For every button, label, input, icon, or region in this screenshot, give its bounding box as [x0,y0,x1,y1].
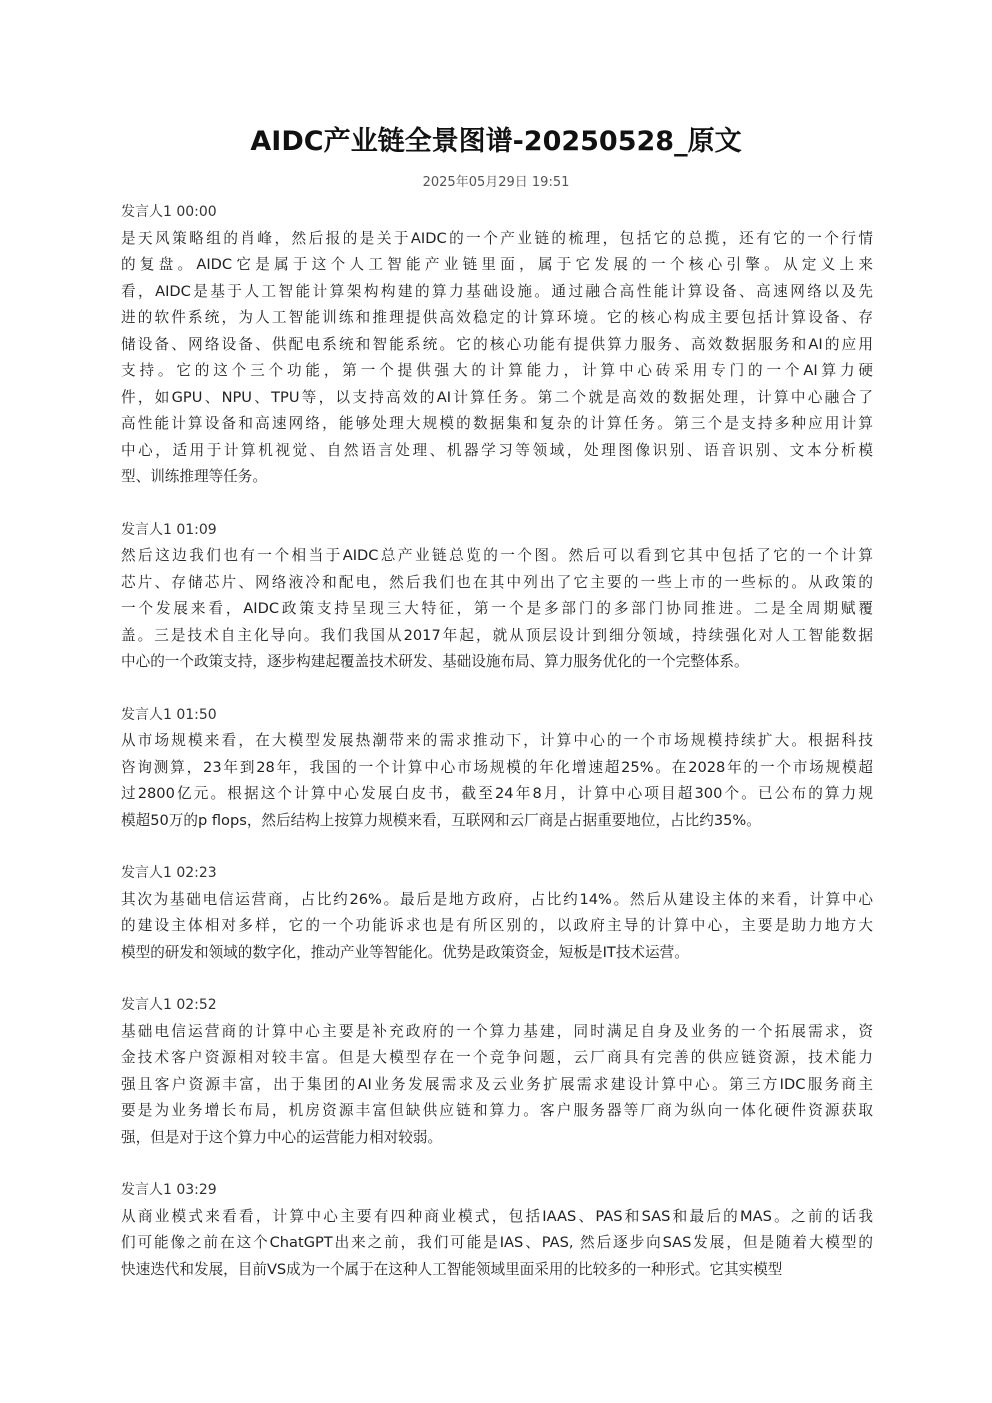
transcript-line: 储设备、网络设备、供配电系统和智能系统。它的核心功能有提供算力服务、高效数据服务和AI的应用 [121,335,873,353]
speaker-timestamp: 发言人1 03:29 [121,1182,217,1198]
speaker-timestamp: 发言人1 02:23 [121,865,217,881]
transcript-line: 强且客户资源丰富，出于集团的AI业务发展需求及云业务扩展需求建设计算中心。第三方IDC服务商主 [121,1075,873,1093]
transcript-line: 是天风策略组的肖峰，然后报的是关于AIDC的一个产业链的梳理，包括它的总揽，还有它的一个行情 [121,229,873,247]
transcript-line: 从市场规模来看，在大模型发展热潮带来的需求推动下，计算中心的一个市场规模持续扩大。根据科技 [121,732,873,749]
transcript-line: 的复盘。AIDC它是属于这个人工智能产业链里面，属于它发展的一个核心引擎。从定义上来 [121,256,873,273]
document-datetime: 2025年05月29日 19:51 [422,175,570,190]
transcript-line: 咨询测算，23年到28年，我国的一个计算中心市场规模的年化增速超25%。在2028年的一个市场规模超 [121,758,873,776]
transcript-line: 支持。它的这个三个功能，第一个提供强大的计算能力，计算中心砖采用专门的一个AI算力硬 [121,362,873,379]
transcript-line: 模超50万的p flops，然后结构上按算力规模来看，互联网和云厂商是占据重要地位，占比约35%。 [121,811,761,829]
transcript-section [121,860,873,966]
transcript-line: 然后这边我们也有一个相当于AIDC总产业链总览的一个图。然后可以看到它其中包括了它的一个计算 [121,547,873,564]
transcript-line: 中心的一个政策支持，逐步构建起覆盖技术研发、基础设施布局、算力服务优化的一个完整体系。 [121,653,749,670]
transcript-line: 其次为基础电信运营商，占比约26%。最后是地方政府，占比约14%。然后从建设主体的来看，计算中心 [121,890,873,908]
transcript-line: 件，如GPU、NPU、TPU等，以支持高效的AI计算任务。第二个就是高效的数据处理，计算中心融合了 [121,388,873,406]
transcript-body [121,199,873,1309]
transcript-line: 从商业模式来看看，计算中心主要有四种商业模式，包括IAAS、PAS和SAS和最后的MAS。之前的话我 [121,1207,873,1225]
transcript-line: 看，AIDC是基于人工智能计算架构构建的算力基础设施。通过融合高性能计算设备、高速网络以及先 [121,282,873,300]
speaker-timestamp: 发言人1 00:00 [121,204,217,220]
transcript-line: 金技术客户资源相对较丰富。但是大模型存在一个竞争问题，云厂商具有完善的供应链资源，技术能力 [121,1049,873,1066]
transcript-line: 型、训练推理等任务。 [121,468,267,485]
page-title: AIDC产业链全景图谱-20250528_原文 [250,126,742,157]
transcript-line: 芯片、存储芯片、网络液冷和配电，然后我们也在其中列出了它主要的一些上市的一些标的。从政策的 [121,573,873,591]
transcript-section [121,1177,873,1283]
transcript-line: 的建设主体相对多样，它的一个功能诉求也是有所区别的，以政府主导的计算中心，主要是助力地方大 [121,917,873,934]
transcript-line: 盖。三是技术自主化导向。我们我国从2017年起，就从顶层设计到细分领域，持续强化对人工智能数据 [121,626,873,644]
speaker-timestamp: 发言人1 01:09 [121,521,217,538]
transcript-line: 进的软件系统，为人工智能训练和推理提供高效稳定的计算环境。它的核心构成主要包括计算设备、存 [121,309,873,326]
transcript-line: 中心，适用于计算机视觉、自然语言处理、机器学习等领域，处理图像识别、语音识别、文本分析模 [121,441,873,459]
transcript-line: 过2800亿元。根据这个计算中心发展白皮书，截至24年8月，计算中心项目超300个。已公布的算力规 [121,785,873,802]
transcript-line: 模型的研发和领域的数字化，推动产业等智能化。优势是政策资金，短板是IT技术运营。 [121,943,689,961]
transcript-section [121,517,873,676]
transcript-line: 快速迭代和发展，目前VS成为一个属于在这种人工智能领域里面采用的比较多的一种形式。它其实模型 [121,1260,783,1278]
transcript-section [121,702,873,835]
transcript-line: 基础电信运营商的计算中心主要是补充政府的一个算力基建，同时满足自身及业务的一个拓展需求，资 [121,1022,873,1040]
transcript-line: 强，但是对于这个算力中心的运营能力相对较弱。 [121,1128,443,1146]
transcript-line: 高性能计算设备和高速网络，能够处理大规模的数据集和复杂的计算任务。第三个是支持多种应用计算 [121,415,873,432]
transcript-line: 们可能像之前在这个ChatGPT出来之前，我们可能是IAS、PAS, 然后逐步向SAS发展，但是随着大模型的 [121,1234,873,1251]
transcript-section [121,199,873,491]
transcript-section [121,992,873,1151]
transcript-line: 一个发展来看，AIDC政策支持呈现三大特征，第一个是多部门的多部门协同推进。二是全周期赋覆 [121,600,873,617]
speaker-timestamp: 发言人1 02:52 [121,997,217,1013]
transcript-line: 要是为业务增长布局，机房资源丰富但缺供应链和算力。客户服务器等厂商为纵向一体化硬件资源获取 [121,1102,873,1119]
speaker-timestamp: 发言人1 01:50 [121,706,217,723]
